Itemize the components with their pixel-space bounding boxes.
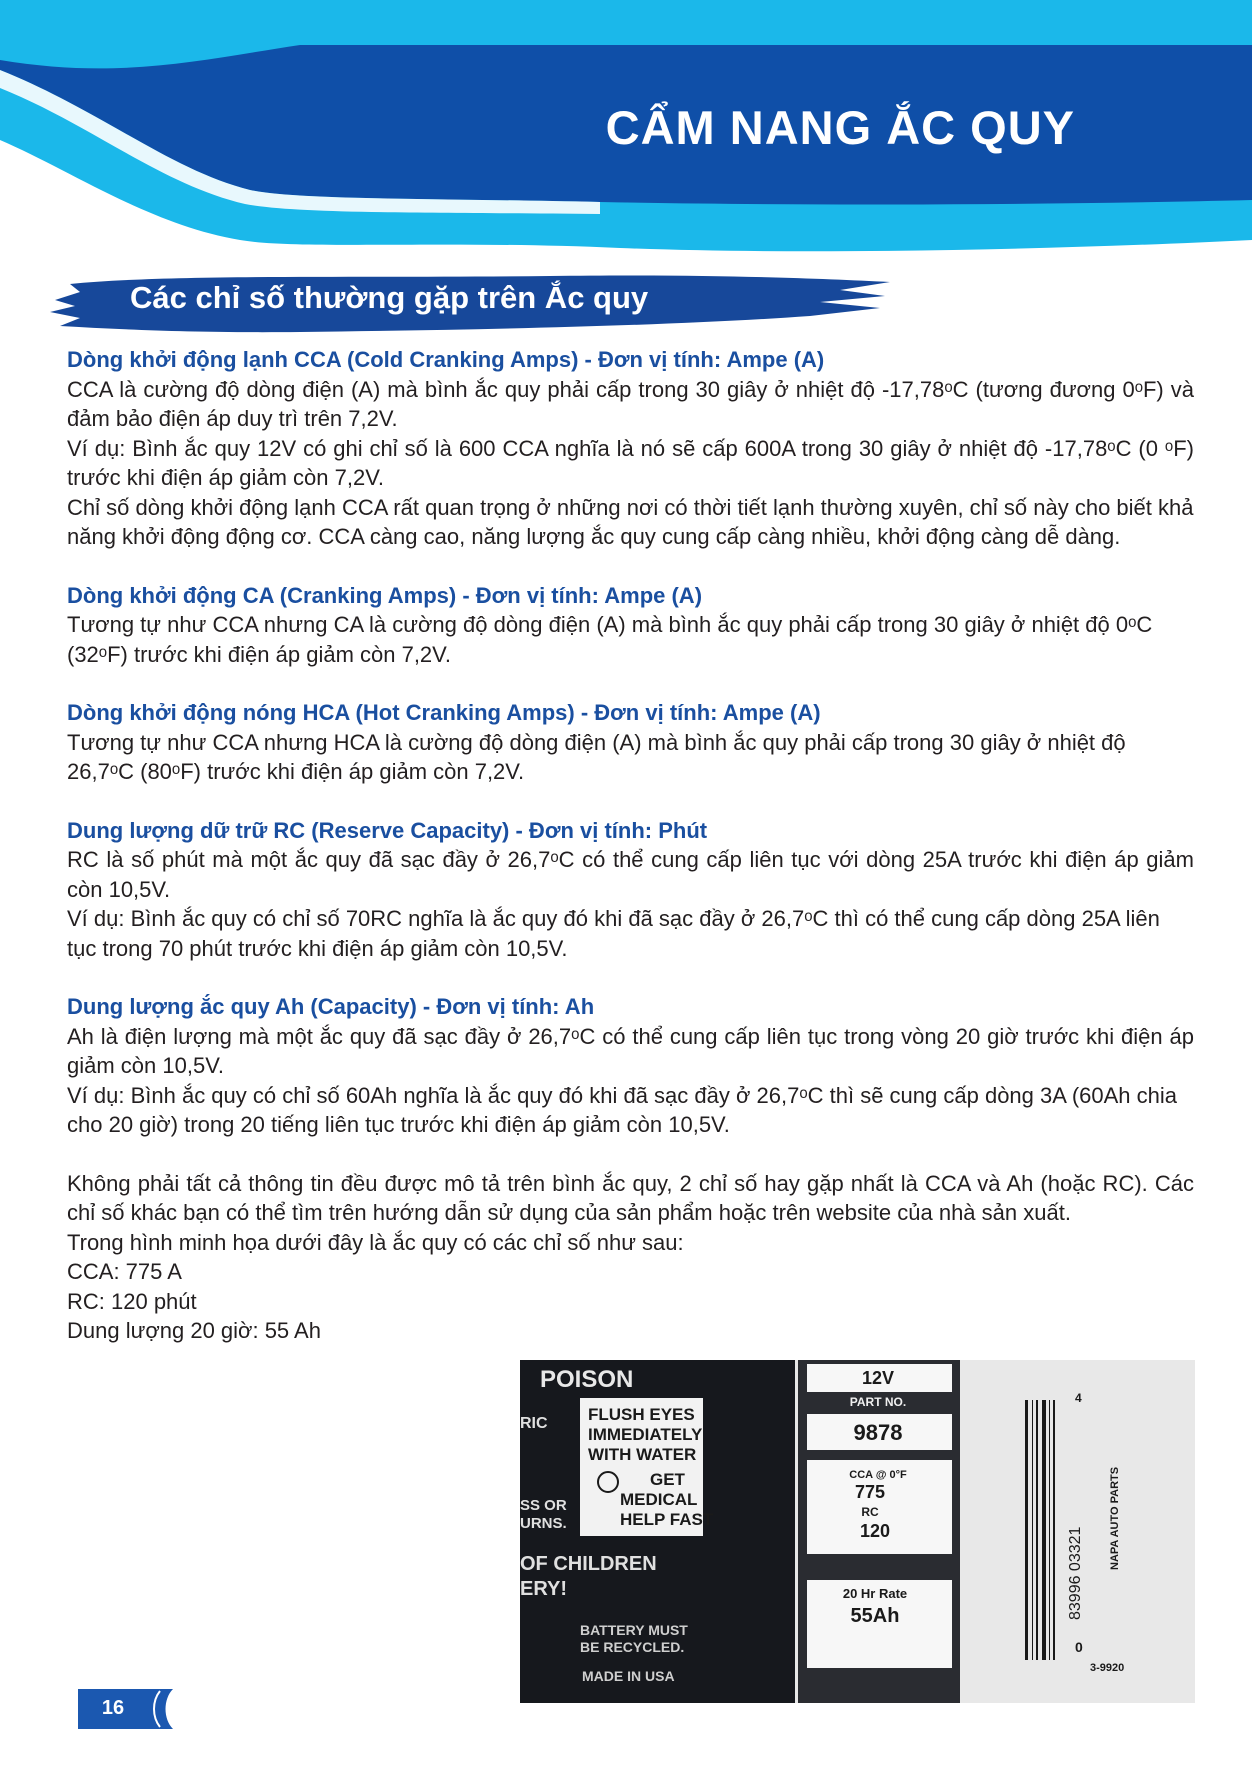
spec-item: Dung lượng 20 giờ: 55 Ah <box>67 1318 321 1343</box>
photo-text-burns: URNS. <box>520 1515 567 1532</box>
closing-text <box>67 1169 1194 1258</box>
spec-list <box>67 1257 1194 1346</box>
battery-label-photo <box>520 1360 1195 1703</box>
photo-text-cca-value: 775 <box>854 1482 886 1502</box>
section-heading: Dòng khởi động lạnh CCA (Cold Cranking Amps) - Đơn vị tính: Ampe (A) <box>67 347 825 372</box>
photo-text-part-no: 9878 <box>853 1420 903 1445</box>
photo-text-volt: 12V <box>861 1368 895 1388</box>
paragraph: RC là số phút mà một ắc quy đã sạc đầy ở 26,7ᵒC có thể cung cấp liên tục với dòng 25A trước khi điện áp giảm còn 10,5V. <box>67 847 1194 902</box>
photo-text-recycle: BATTERY MUST <box>580 1622 688 1638</box>
photo-text-code: 3-9920 <box>1090 1662 1125 1674</box>
section-heading: Dòng khởi động CA (Cranking Amps) - Đơn vị tính: Ampe (A) <box>67 582 703 608</box>
paragraph: Ví dụ: Bình ắc quy có chỉ số 60Ah nghĩa là ắc quy đó khi đã sạc đầy ở 26,7ᵒC thì sẽ cung cấp dòng 3A (60Ah chia cho 20 giờ) trong 20 tiếng liên tục trước khi điện áp giảm còn 10,5V. <box>67 1082 1178 1137</box>
paragraph: Tương tự như CCA nhưng CA là cường độ dòng điện (A) mà bình ắc quy phải cấp trong 30 giây ở nhiệt độ 0ᵒC (32ᵒF) trước khi điện áp giảm còn 7,2V. <box>67 612 1153 667</box>
photo-text-ric: RIC <box>520 1415 548 1432</box>
section-heading: Dòng khởi động nóng HCA (Hot Cranking Amps) - Đơn vị tính: Ampe (A) <box>67 700 821 725</box>
paragraph: Chỉ số dòng khởi động lạnh CCA rất quan trọng ở những nơi có thời tiết lạnh thường xuyên, chỉ số này cho biết khả năng khởi động động cơ. CCA càng cao, năng lượng ắc quy cung cấp càng nhiều, khởi động càng dễ dàng. <box>67 494 1194 549</box>
photo-text-medical: GET <box>650 1470 685 1489</box>
section-title: Các chỉ số thường gặp trên Ắc quy <box>130 280 649 315</box>
photo-text-rc-value: 120 <box>859 1521 891 1541</box>
paragraph: Tương tự như CCA nhưng HCA là cường độ dòng điện (A) mà bình ắc quy phải cấp trong 30 giây ở nhiệt độ 26,7ᵒC (80ᵒF) trước khi điện áp giảm còn 7,2V. <box>67 729 1126 784</box>
section-ah <box>67 992 1194 1140</box>
photo-text-barcode-right: 4 <box>1075 1391 1082 1405</box>
paragraph: Không phải tất cả thông tin đều được mô tả trên bình ắc quy, 2 chỉ số hay gặp nhất là CCA và Ah (hoặc RC). Các chỉ số khác bạn có thể tìm trên hướng dẫn sử dụng của sản phẩm hoặc trên website của nhà sản xuất. <box>67 1170 1194 1225</box>
section-hca <box>67 698 1194 787</box>
paragraph: CCA là cường độ dòng điện (A) mà bình ắc quy phải cấp trong 30 giây ở nhiệt độ -17,78ᵒC (tương đương 0ᵒF) và đảm bảo điện áp duy trì trên 7,2V. <box>67 376 1194 431</box>
section-ca <box>67 581 1194 670</box>
spec-item: RC: 120 phút <box>67 1288 197 1314</box>
article-body <box>67 345 1194 1346</box>
paragraph: Ví dụ: Bình ắc quy 12V có ghi chỉ số là 600 CCA nghĩa là nó sẽ cấp 600A trong 30 giây ở nhiệt độ -17,78ᵒC (0 ᵒF) trước khi điện áp giảm còn 7,2V. <box>67 435 1194 490</box>
photo-text-napa: NAPA AUTO PARTS <box>1109 1466 1121 1570</box>
section-heading: Dung lượng ắc quy Ah (Capacity) - Đơn vị tính: Ah <box>67 994 595 1019</box>
photo-text-flush: FLUSH EYES <box>588 1405 695 1424</box>
photo-text-made: MADE IN USA <box>582 1668 675 1684</box>
photo-text-rc-label: RC <box>861 1505 879 1519</box>
paragraph: Ah là điện lượng mà một ắc quy đã sạc đầy ở 26,7ᵒC có thể cung cấp liên tục trong vòng 20 giờ trước khi điện áp giảm còn 10,5V. <box>67 1023 1194 1078</box>
photo-text-part-label: PART NO. <box>849 1395 907 1409</box>
photo-text-rate-label: 20 Hr Rate <box>842 1586 908 1601</box>
photo-text-children: ERY! <box>520 1578 568 1600</box>
photo-text-barcode: 83996 03321 <box>1067 1526 1084 1620</box>
photo-text-recycle: BE RECYCLED. <box>580 1639 685 1655</box>
photo-text-barcode-left: 0 <box>1075 1639 1083 1655</box>
section-cca <box>67 345 1194 552</box>
photo-text-medical: HELP FAST <box>620 1510 714 1529</box>
photo-text-burns: SS OR <box>520 1497 567 1514</box>
page-title: CẨM NANG ẮC QUY <box>605 101 1075 154</box>
photo-text-rate-value: 55Ah <box>850 1605 900 1627</box>
paragraph: Trong hình minh họa dưới đây là ắc quy có các chỉ số như sau: <box>67 1229 684 1255</box>
photo-text-children: OF CHILDREN <box>520 1553 657 1575</box>
paragraph: Ví dụ: Bình ắc quy có chỉ số 70RC nghĩa là ắc quy đó khi đã sạc đầy ở 26,7ᵒC thì có thể cung cấp dòng 25A liên tục trong 70 phút trước khi điện áp giảm còn 10,5V. <box>67 906 1160 961</box>
page-number: 16 <box>101 1697 125 1719</box>
photo-text-flush: WITH WATER <box>588 1445 697 1464</box>
section-heading: Dung lượng dữ trữ RC (Reserve Capacity) - Đơn vị tính: Phút <box>67 817 708 843</box>
spec-item: CCA: 775 A <box>67 1259 182 1284</box>
photo-text-poison: POISON <box>540 1366 634 1393</box>
photo-text-flush: IMMEDIATELY <box>588 1425 703 1444</box>
photo-text-medical: MEDICAL <box>620 1490 698 1509</box>
photo-text-cca-label: CCA @ 0°F <box>849 1469 907 1481</box>
section-rc <box>67 816 1194 964</box>
